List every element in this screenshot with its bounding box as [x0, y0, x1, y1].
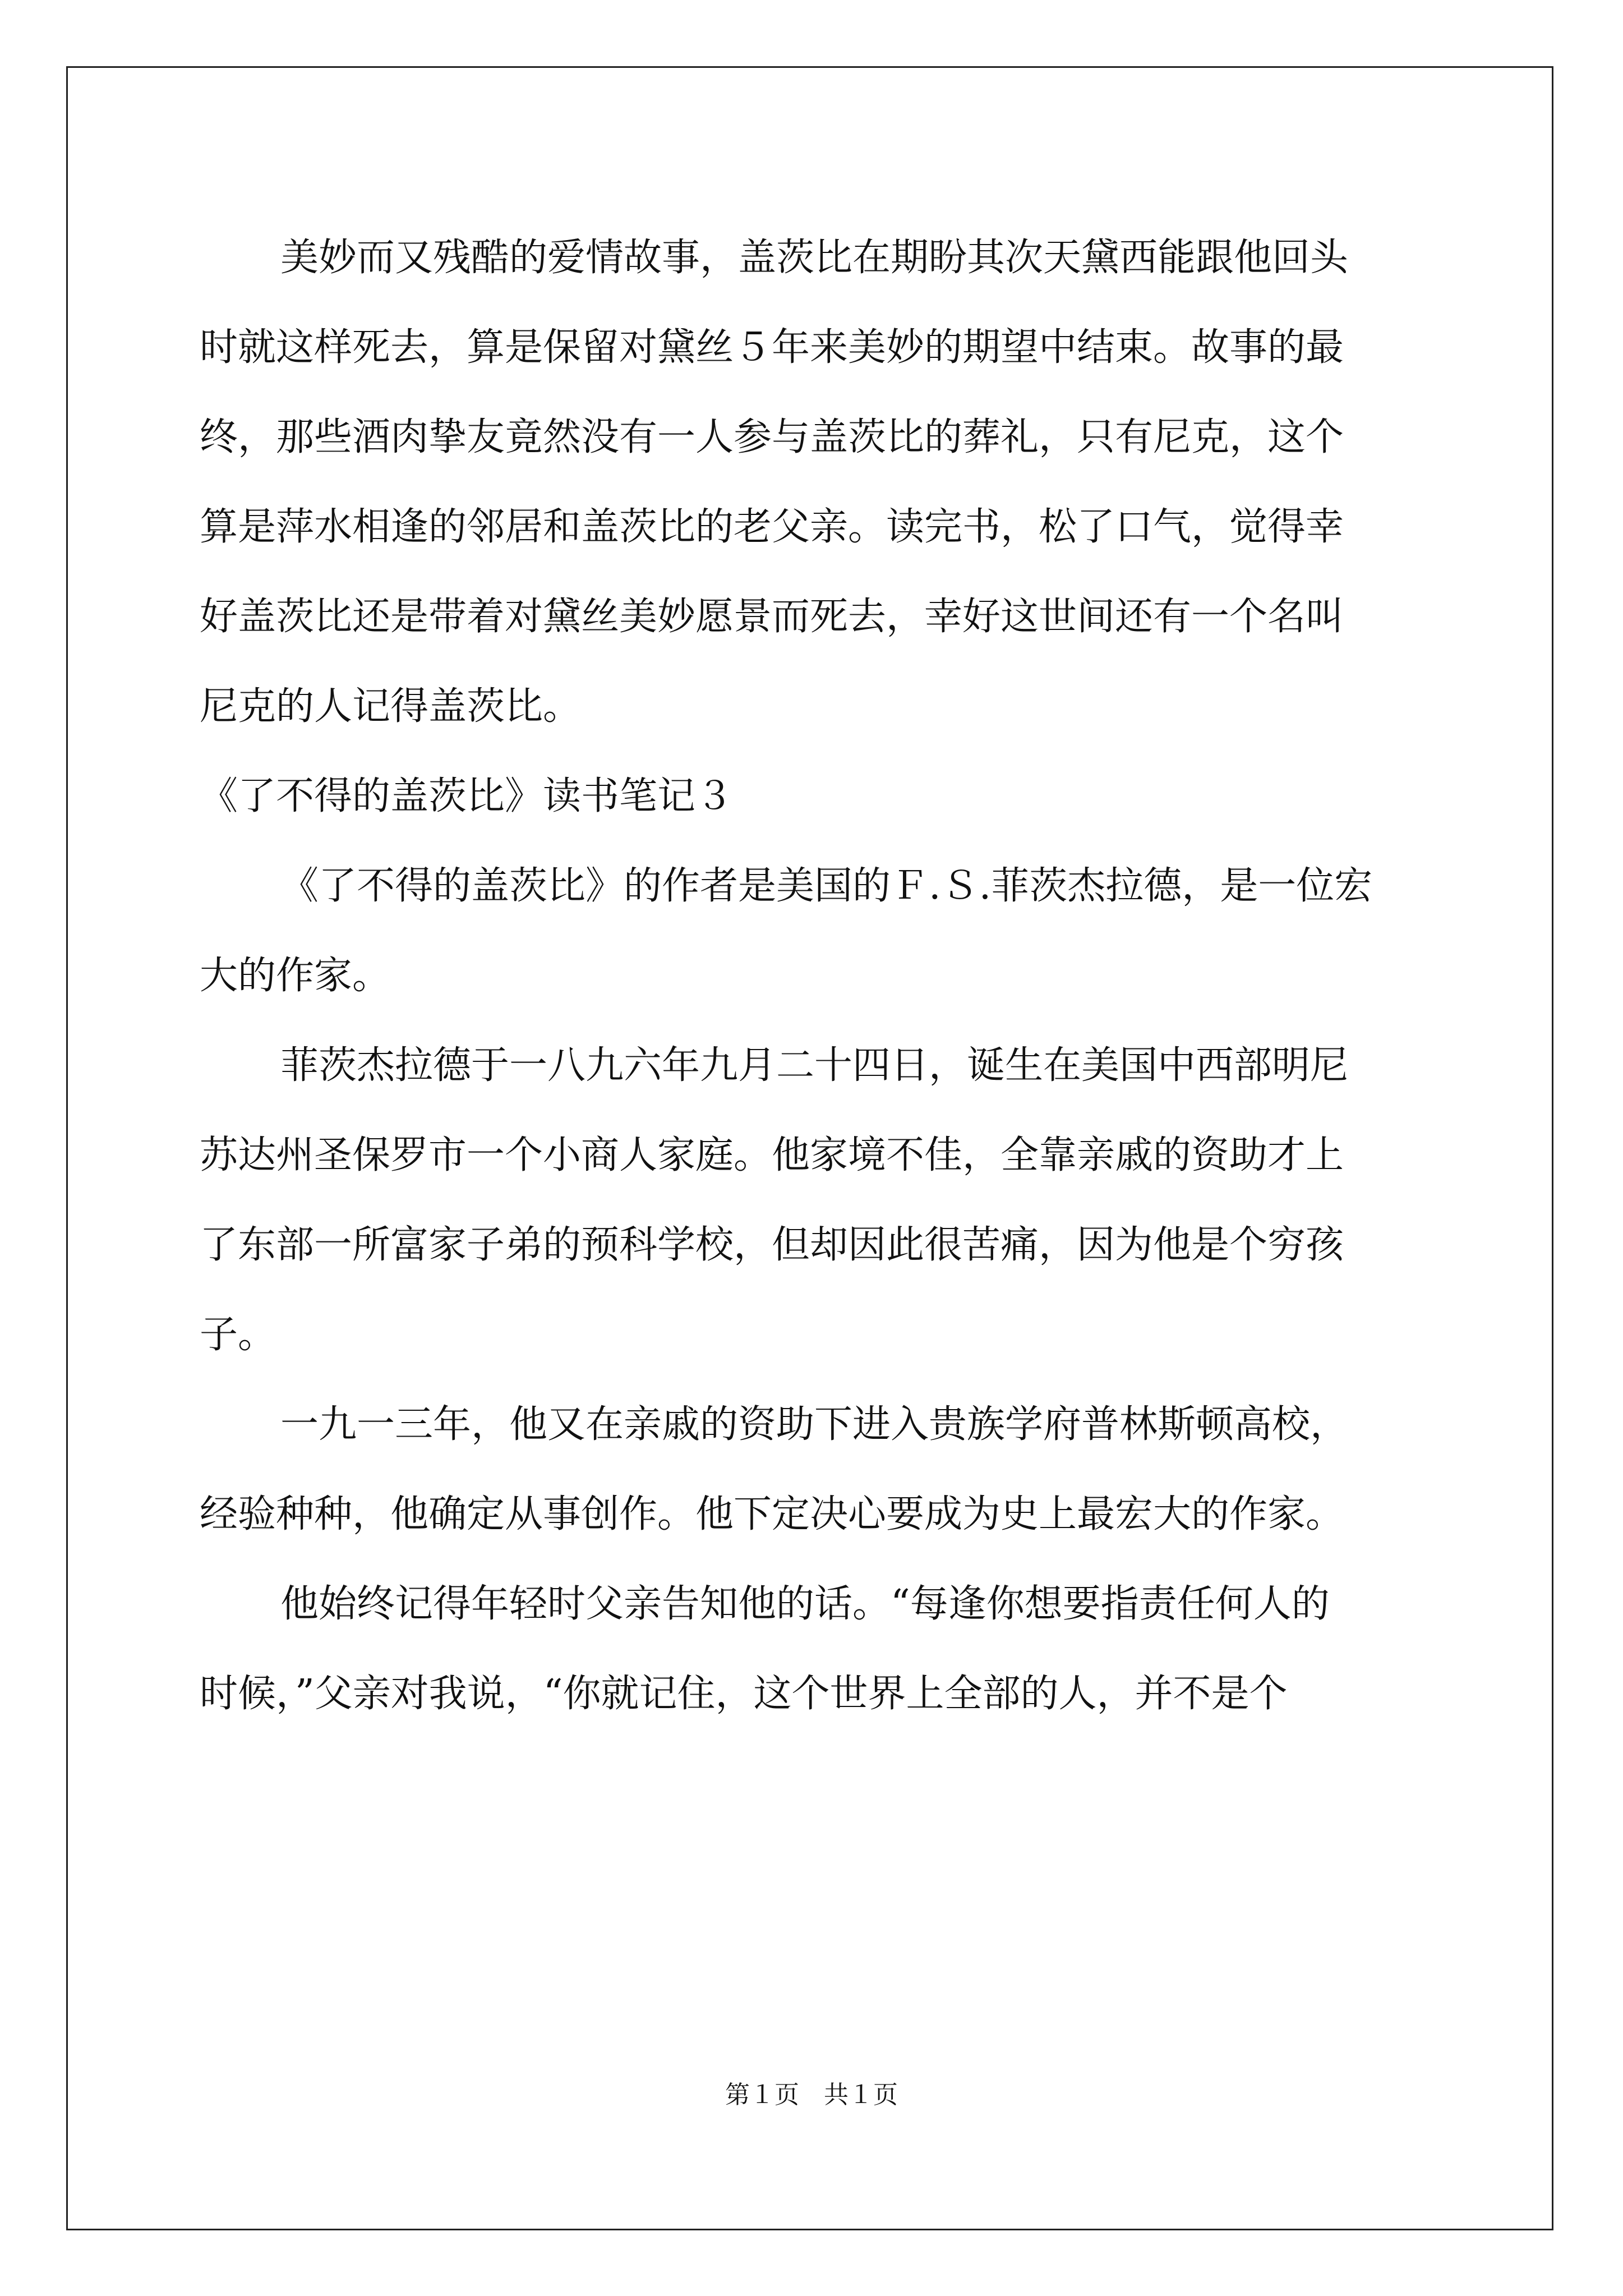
text-line: 经验种种，他确定从事创作。他下定决心要成为史上最宏大的作家。 — [200, 1492, 1344, 1536]
text-line: 一九一三年，他又在亲戚的资助下进入贵族学府普林斯顿高校， — [280, 1402, 1349, 1447]
text-line: 算是萍水相逢的邻居和盖茨比的老父亲。读完书，松了口气，觉得幸 — [200, 505, 1344, 549]
text-line: 尼克的人记得盖茨比。 — [200, 684, 582, 729]
text-line: 苏达州圣保罗市一个小商人家庭。他家境不佳，全靠亲戚的资助才上 — [200, 1133, 1344, 1177]
text-line: 美妙而又残酷的爱情故事，盖茨比在期盼其次天黛西能跟他回头 — [280, 236, 1349, 280]
text-line: 了东部一所富家子弟的预科学校，但却因此很苦痛，因为他是个穷孩 — [200, 1223, 1344, 1267]
page-footer: 第１页 共１页 — [725, 2081, 898, 2109]
text-line: 时候，”父亲对我说，“你就记住，这个世界上全部的人，并不是个 — [200, 1672, 1288, 1716]
text-line: 他始终记得年轻时父亲告知他的话。“每逢你想要指责任何人的 — [280, 1582, 1330, 1626]
text-line: 时就这样死去，算是保留对黛丝５年来美妙的期望中结束。故事的最 — [200, 325, 1344, 370]
text-line: 《了不得的盖茨比》的作者是美国的Ｆ.Ｓ.菲茨杰拉德，是一位宏 — [280, 864, 1373, 908]
text-line: 好盖茨比还是带着对黛丝美妙愿景而死去，幸好这世间还有一个名叫 — [200, 595, 1344, 639]
section-heading: 《了不得的盖茨比》读书笔记３ — [200, 774, 734, 818]
text-line: 大的作家。 — [200, 954, 391, 998]
text-line: 终，那些酒肉挚友竟然没有一人参与盖茨比的葬礼，只有尼克，这个 — [200, 415, 1344, 459]
text-line: 子。 — [200, 1313, 276, 1357]
text-line: 菲茨杰拉德于一八九六年九月二十四日，诞生在美国中西部明尼 — [280, 1043, 1349, 1088]
document-body — [200, 213, 1433, 1739]
